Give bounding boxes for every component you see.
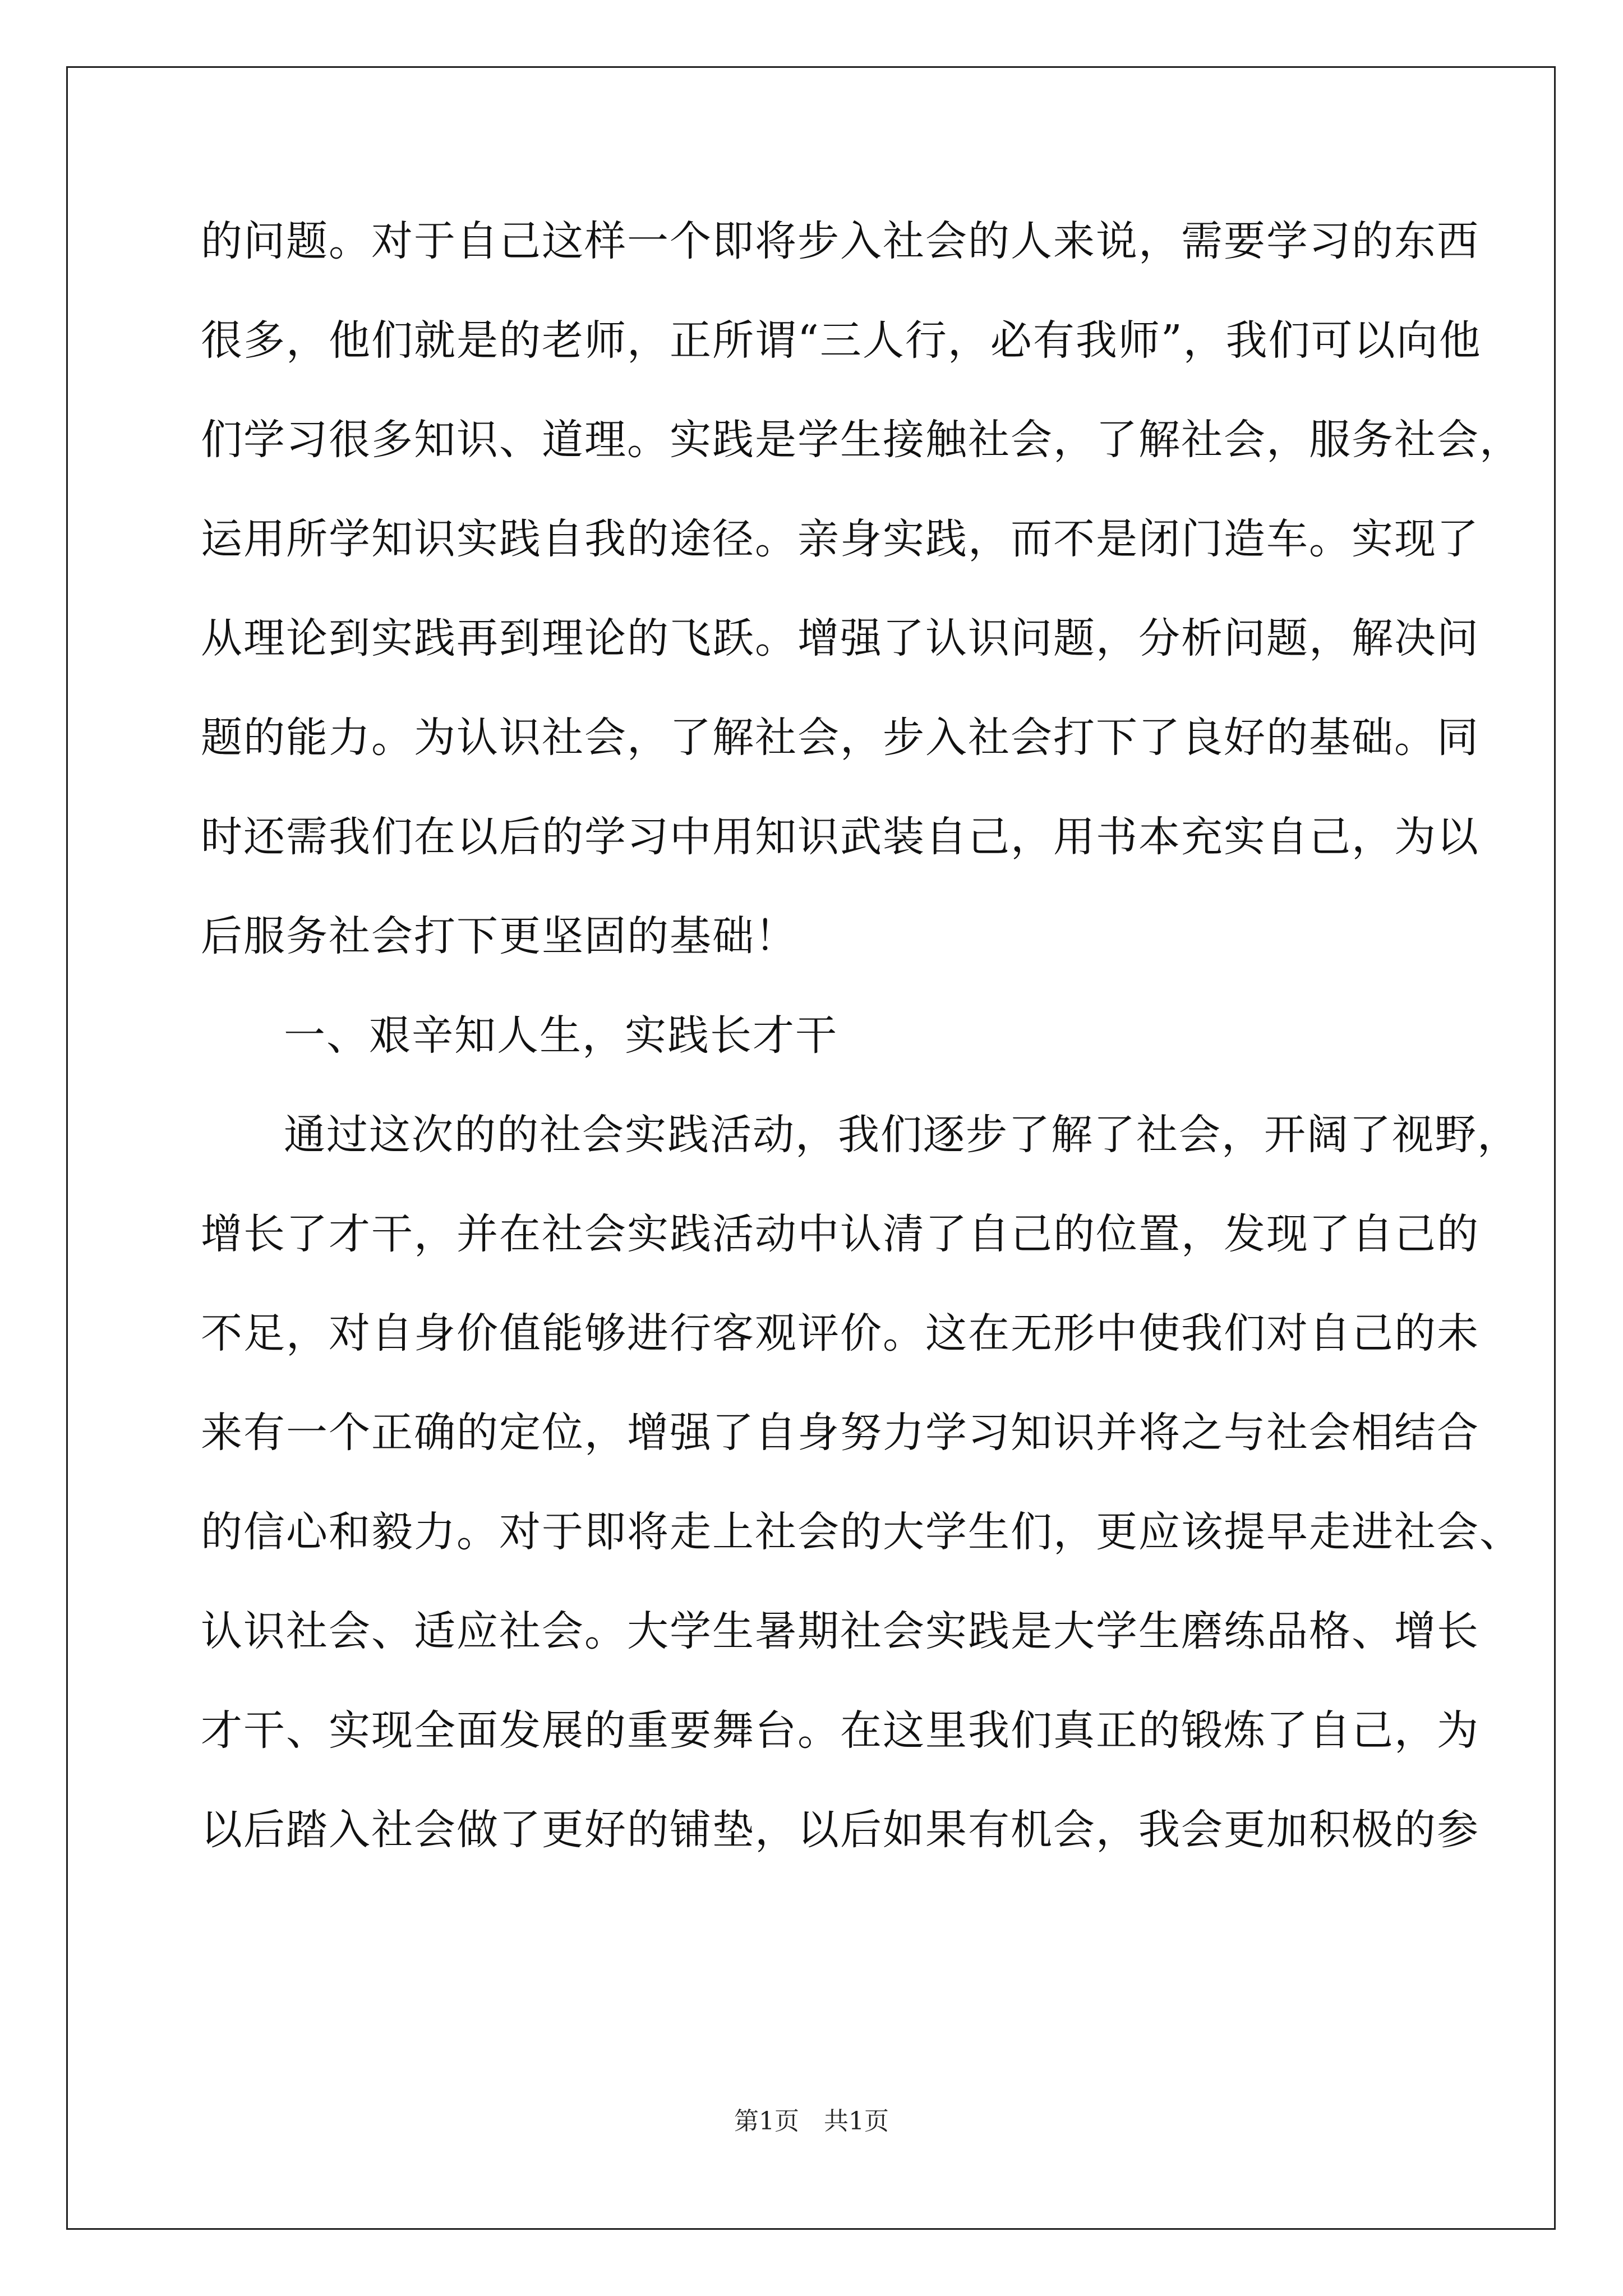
text-line: 很多，他们就是的老师，正所谓“三人行，必有我师”，我们可以向他 (201, 316, 1482, 365)
text-line: 才干、实现全面发展的重要舞台。在这里我们真正的锻炼了自己，为 (201, 1706, 1479, 1755)
text-line: 从理论到实践再到理论的飞跃。增强了认识问题，分析问题，解决问 (201, 614, 1479, 662)
section-heading: 一、艰辛知人生，实践长才干 (284, 1011, 838, 1060)
document-body (201, 213, 1522, 1901)
text-line: 的信心和毅力。对于即将走上社会的大学生们，更应该提早走进社会、 (201, 1508, 1522, 1556)
text-line: 通过这次的的社会实践活动，我们逐步了解了社会，开阔了视野， (284, 1111, 1520, 1159)
text-line: 认识社会、适应社会。大学生暑期社会实践是大学生磨练品格、增长 (201, 1607, 1479, 1655)
text-line: 们学习很多知识、道理。实践是学生接触社会，了解社会，服务社会， (201, 416, 1522, 464)
page-footer: 第1页 共1页 (734, 2107, 889, 2136)
text-line: 以后踏入社会做了更好的铺垫，以后如果有机会，我会更加积极的参 (201, 1806, 1479, 1854)
text-line: 时还需我们在以后的学习中用知识武装自己，用书本充实自己，为以 (201, 813, 1479, 861)
text-line: 不足，对自身价值能够进行客观评价。这在无形中使我们对自己的未 (201, 1309, 1479, 1358)
text-line: 后服务社会打下更坚固的基础！ (201, 912, 797, 960)
text-line: 来有一个正确的定位，增强了自身努力学习知识并将之与社会相结合 (201, 1409, 1479, 1457)
text-line: 增长了才干，并在社会实践活动中认清了自己的位置，发现了自己的 (201, 1210, 1479, 1258)
text-line: 的问题。对于自己这样一个即将步入社会的人来说，需要学习的东西 (201, 217, 1479, 265)
text-line: 题的能力。为认识社会，了解社会，步入社会打下了良好的基础。同 (201, 714, 1479, 762)
text-line: 运用所学知识实践自我的途径。亲身实践，而不是闭门造车。实现了 (201, 515, 1479, 563)
